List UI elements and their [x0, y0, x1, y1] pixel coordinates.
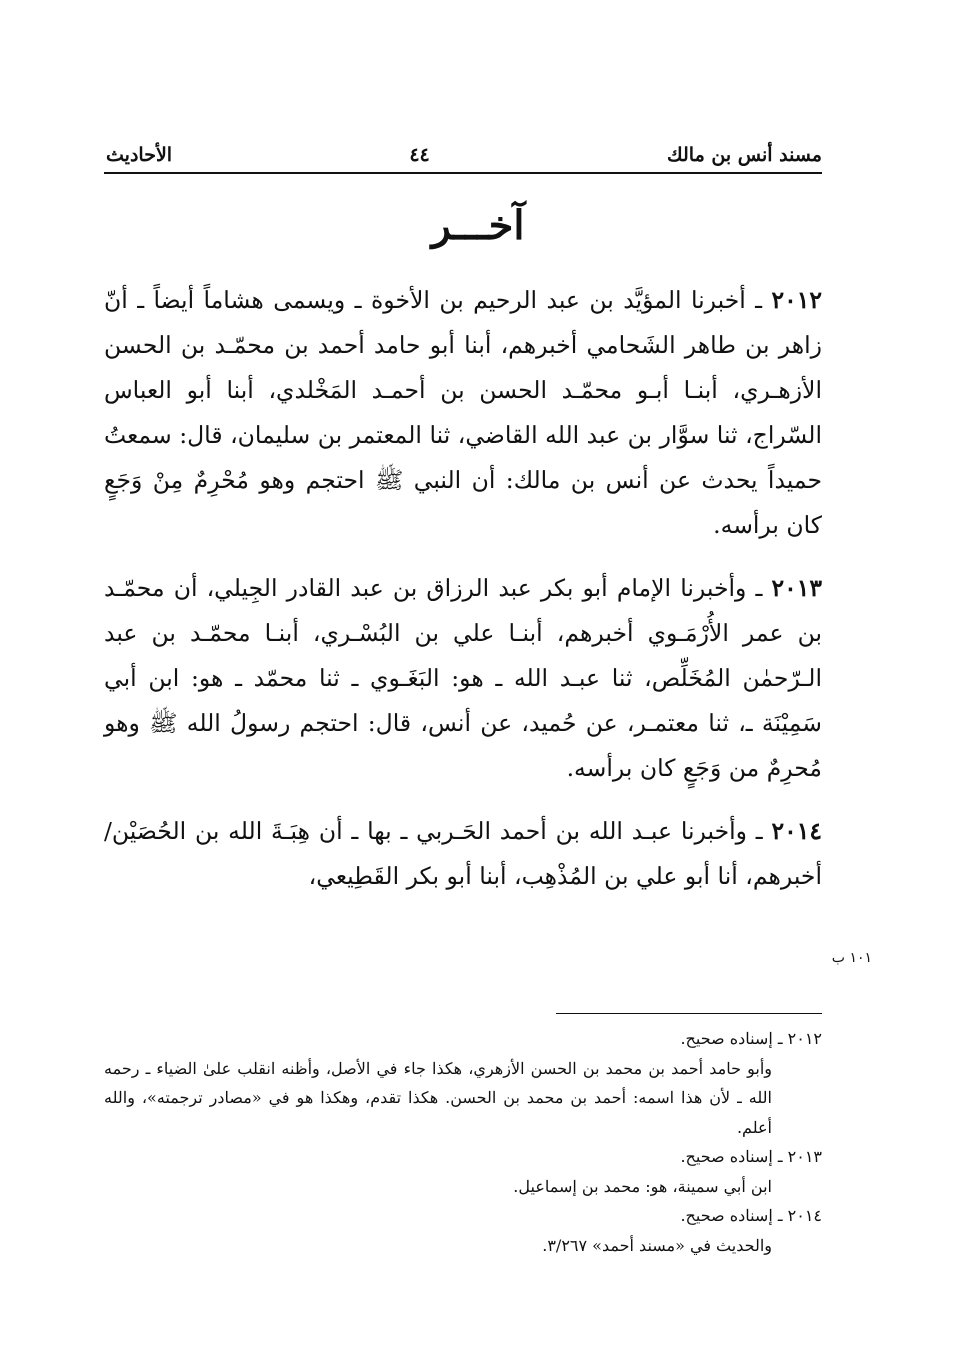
hadith-2012: [104, 278, 822, 548]
page-number: ٤٤: [409, 144, 430, 166]
header-rule: [104, 172, 822, 174]
hadith-number: ٢٠١٣: [771, 574, 822, 602]
footnote-head: ٢٠١٤ ـ إسناده صحيح.: [680, 1206, 822, 1225]
header-book-title: مسند أنس بن مالك: [667, 144, 822, 166]
footnotes: [104, 1024, 822, 1260]
hadith-2013: [104, 566, 822, 791]
header-section-title: الأحاديث: [106, 144, 173, 166]
footnote-rule: [556, 1013, 822, 1014]
hadith-text: ـ وأخبرنا الإمام أبو بكر عبد الرزاق بن عبد القادر الجِيلي، أن محمّـد بن عمر الأُرْمَـوي أخبرهم، أبنـا علي بن البُسْـري، أبنـا محمّـد بن عبد الـرّحمٰن المُخَلِّص، ثنا عبـد الله ـ هو: البَغَـوي ـ ثنا محمّد ـ هو: ابن أبي سَمِيْنَة ـ، ثنا معتمـر، عن حُميد، عن أنس، قال: احتجم رسولُ الله ﷺ وهو مُحرِمٌ من وَجَعٍ كان برأسه.: [104, 574, 822, 782]
hadith-text: ـ أخبرنا المؤيَّد بن عبد الرحيم بن الأخوة ـ ويسمى هشاماً أيضاً ـ أنّ زاهر بن طاهر الشَحامي أخبرهم، أبنا أبو حامد أحمد بن محمّـد بن الحسن الأزهـري، أبنـا أبـو محمّـد الحسن بن أحمـد المَخْلدي، أبنا أبو العباس السّراج، ثنا سوَّار بن عبد الله القاضي، ثنا المعتمر بن سليمان، قال: سمعتُ حميداً يحدث عن أنس بن مالك: أن النبي ﷺ احتجم وهو مُحْرِمٌ مِنْ وَجَعٍ كان برأسه.: [104, 286, 822, 539]
footnote-head: ٢٠١٢ ـ إسناده صحيح.: [680, 1029, 822, 1048]
hadith-number: ٢٠١٢: [771, 286, 822, 314]
hadith-text: ـ وأخبرنا عبـد الله بن أحمد الحَـربي ـ بها ـ أن هِبَـةَ الله بن الحُصَيْن/ أخبرهم، أنا أبو علي بن المُذْهِب، أبنا أبو بكر القَطِيعي،: [104, 817, 822, 890]
footnote-body: وأبو حامد أحمد بن محمد بن الحسن الأزهري، هكذا جاء في الأصل، وأظنه انقلب علىٰ الضياء ـ رحمه الله ـ لأن هذا اسمه: أحمد بن محمد بن الحسن. هكذا تقدم، وهكذا هو في «مصادر ترجمته»، والله أعلم.: [104, 1058, 772, 1137]
footnote-head: ٢٠١٣ ـ إسناده صحيح.: [680, 1147, 822, 1166]
running-header: [106, 138, 822, 172]
footnote-body: والحديث في «مسند أحمد» ٣/٢٦٧.: [542, 1235, 772, 1255]
manuscript-folio-note: ١٠١ ب: [831, 950, 872, 966]
footnote-body: ابن أبي سمينة، هو: محمد بن إسماعيل.: [513, 1176, 772, 1196]
hadith-number: ٢٠١٤: [771, 817, 822, 845]
hadith-body: [104, 278, 822, 917]
section-title: آخـــر: [431, 202, 525, 249]
hadith-2014: [104, 809, 822, 899]
